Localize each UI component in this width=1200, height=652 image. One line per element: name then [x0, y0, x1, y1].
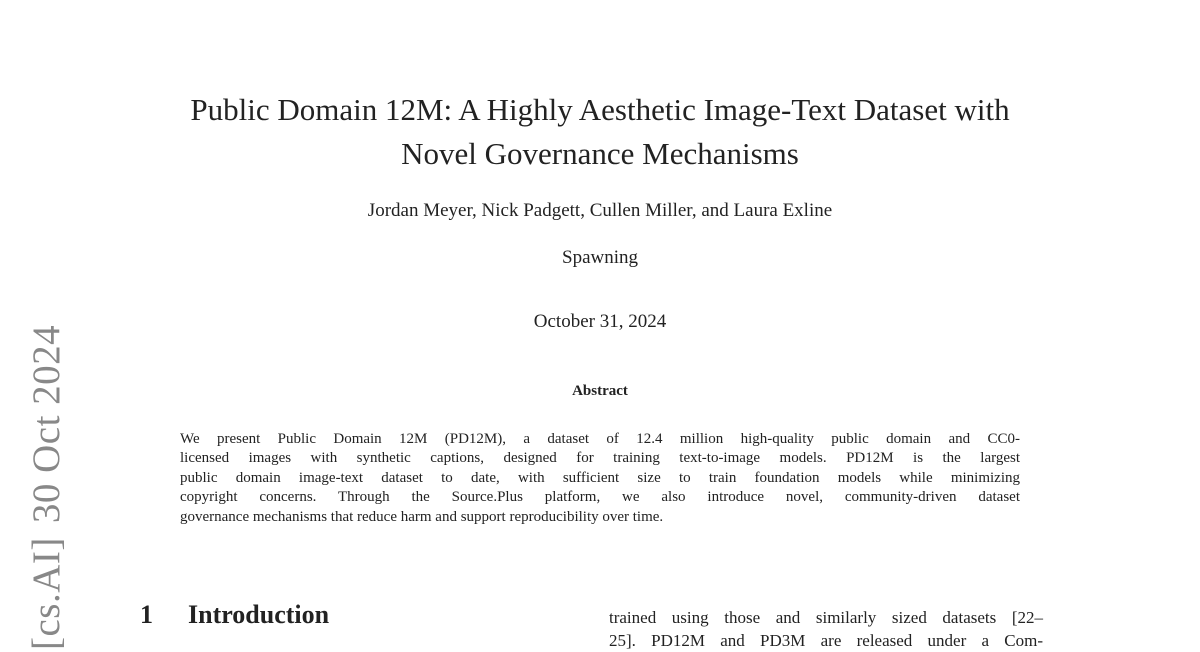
abstract-heading: Abstract [572, 383, 628, 399]
paper-title-line-1: Public Domain 12M: A Highly Aesthetic Image-Text Dataset with [190, 92, 1010, 127]
paper-title [120, 88, 1080, 176]
arxiv-date: 30 Oct 2024 [25, 324, 68, 524]
arxiv-stamp [22, 320, 72, 650]
abstract-line: governance mechanisms that reduce harm and support reproducibility over time. [180, 508, 664, 525]
abstract-line: We present Public Domain 12M (PD12M), a dataset of 12.4 million high-quality public domain and CC0- [180, 431, 1020, 447]
abstract-line: public domain image-text dataset to date, with sufficient size to train foundation models while minimizing [180, 469, 1020, 486]
author-list: Jordan Meyer, Nick Padgett, Cullen Miller, and Laura Exline [367, 200, 833, 221]
paper-title-line-2: Novel Governance Mechanisms [401, 136, 799, 171]
body-text-right-column [609, 606, 1043, 652]
arxiv-stamp-text [22, 325, 72, 650]
body-text-line: 25]. PD12M and PD3M are released under a Com- [609, 631, 1043, 650]
abstract-line: copyright concerns. Through the Source.Plus platform, we also introduce novel, community-driven dataset [180, 489, 1020, 506]
affiliation: Spawning [562, 247, 638, 268]
abstract-line: licensed images with synthetic captions, designed for training text-to-image models. PD12M is the largest [180, 450, 1020, 467]
section-title: Introduction [188, 600, 330, 629]
arxiv-category: [cs.AI] [25, 537, 68, 650]
body-text-line: trained using those and similarly sized datasets [22– [609, 608, 1043, 627]
section-number: 1 [140, 600, 153, 629]
abstract-body [180, 430, 1020, 527]
publication-date: October 31, 2024 [533, 311, 667, 332]
section-heading-introduction [140, 598, 329, 632]
